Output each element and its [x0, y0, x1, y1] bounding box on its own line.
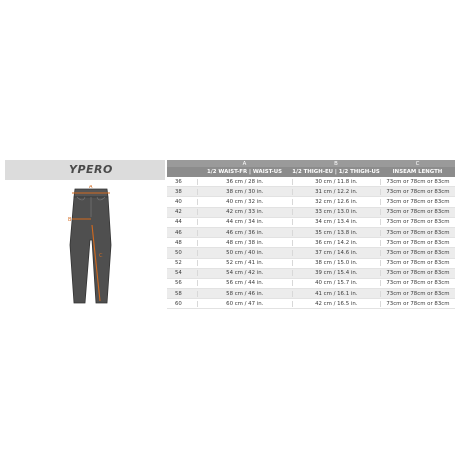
- col-letter-c: C: [415, 160, 420, 167]
- size-cell: 38: [175, 188, 182, 195]
- waist-cell: 42 cm / 33 in.: [197, 209, 292, 215]
- size-cell: 36: [175, 178, 182, 185]
- waist-cell: 60 cm / 47 in.: [197, 301, 292, 307]
- inseam-cell: 73cm or 78cm or 83cm: [380, 179, 455, 185]
- thigh-cell: 35 cm / 13.8 in.: [292, 230, 380, 236]
- table-body: [167, 177, 455, 309]
- thigh-cell: 34 cm / 13.4 in.: [292, 219, 380, 225]
- inseam-cell: 73cm or 78cm or 83cm: [380, 199, 455, 205]
- thigh-cell: 33 cm / 13.0 in.: [292, 209, 380, 215]
- size-cell: 48: [175, 239, 182, 246]
- size-cell: 60: [175, 300, 182, 307]
- table-row: [167, 279, 455, 289]
- waist-cell: 40 cm / 32 in.: [197, 199, 292, 205]
- thigh-cell: 31 cm / 12.2 in.: [292, 189, 380, 195]
- table-row: [167, 299, 455, 309]
- thigh-cell: 36 cm / 14.2 in.: [292, 240, 380, 246]
- waist-cell: 58 cm / 46 in.: [197, 291, 292, 297]
- waist-cell: 36 cm / 28 in.: [197, 179, 292, 185]
- inseam-cell: 73cm or 78cm or 83cm: [380, 291, 455, 297]
- measure-b-label: B: [68, 217, 72, 223]
- size-cell: 46: [175, 229, 182, 236]
- waist-cell: 52 cm / 41 in.: [197, 260, 292, 266]
- table-row: [167, 238, 455, 248]
- col-letter-b: B: [334, 160, 338, 167]
- waist-cell: 46 cm / 36 in.: [197, 230, 292, 236]
- table-row: [167, 208, 455, 218]
- table-row: [167, 197, 455, 207]
- thigh-cell: 32 cm / 12.6 in.: [292, 199, 380, 205]
- size-cell: 44: [175, 219, 182, 226]
- thigh-cell: 41 cm / 16.1 in.: [292, 291, 380, 297]
- thigh-cell: 38 cm / 15.0 in.: [292, 260, 380, 266]
- inseam-cell: 73cm or 78cm or 83cm: [380, 240, 455, 246]
- size-cell: 50: [175, 249, 182, 256]
- thigh-cell: 42 cm / 16.5 in.: [292, 301, 380, 307]
- table-row: [167, 218, 455, 228]
- size-cell: 40: [175, 198, 182, 205]
- measure-a-label: A: [89, 185, 93, 190]
- table-column-header: [167, 167, 455, 177]
- col-header-waist: 1/2 WAIST-FR | WAIST-US: [207, 169, 282, 175]
- thigh-cell: 39 cm / 15.4 in.: [292, 270, 380, 276]
- size-table: [167, 160, 455, 309]
- waist-cell: 50 cm / 40 in.: [197, 250, 292, 256]
- inseam-cell: 73cm or 78cm or 83cm: [380, 209, 455, 215]
- inseam-cell: 73cm or 78cm or 83cm: [380, 230, 455, 236]
- table-row: [167, 187, 455, 197]
- thigh-cell: 40 cm / 15.7 in.: [292, 280, 380, 286]
- thigh-cell: 37 cm / 14.6 in.: [292, 250, 380, 256]
- inseam-cell: 73cm or 78cm or 83cm: [380, 301, 455, 307]
- measure-c-label: C: [99, 253, 103, 259]
- table-row: [167, 177, 455, 187]
- inseam-cell: 73cm or 78cm or 83cm: [380, 189, 455, 195]
- waist-cell: 54 cm / 42 in.: [197, 270, 292, 276]
- pants-body: [70, 197, 111, 303]
- table-row: [167, 248, 455, 258]
- waist-cell: 38 cm / 30 in.: [197, 189, 292, 195]
- product-title: YPERO: [69, 163, 113, 176]
- waist-cell: 48 cm / 38 in.: [197, 240, 292, 246]
- waist-cell: 44 cm / 34 in.: [197, 219, 292, 225]
- inseam-cell: 73cm or 78cm or 83cm: [380, 219, 455, 225]
- waist-cell: 56 cm / 44 in.: [197, 280, 292, 286]
- table-row: [167, 269, 455, 279]
- inseam-cell: 73cm or 78cm or 83cm: [380, 250, 455, 256]
- thigh-cell: 30 cm / 11.8 in.: [292, 179, 380, 185]
- table-row: [167, 259, 455, 269]
- size-cell: 56: [175, 280, 182, 287]
- inseam-cell: 73cm or 78cm or 83cm: [380, 280, 455, 286]
- table-row: [167, 289, 455, 299]
- size-cell: 54: [175, 270, 182, 277]
- table-letter-header: [167, 160, 455, 167]
- size-cell: 52: [175, 260, 182, 267]
- pants-diagram: [55, 185, 130, 310]
- product-banner: [5, 160, 165, 180]
- size-cell: 58: [175, 290, 182, 297]
- col-letter-a: A: [242, 160, 247, 167]
- col-header-thigh: 1/2 THIGH-EU | 1/2 THIGH-US: [292, 169, 380, 175]
- inseam-cell: 73cm or 78cm or 83cm: [380, 270, 455, 276]
- table-row: [167, 228, 455, 238]
- inseam-cell: 73cm or 78cm or 83cm: [380, 260, 455, 266]
- col-header-inseam: INSEAM LENGTH: [392, 169, 443, 175]
- size-cell: 42: [175, 209, 182, 216]
